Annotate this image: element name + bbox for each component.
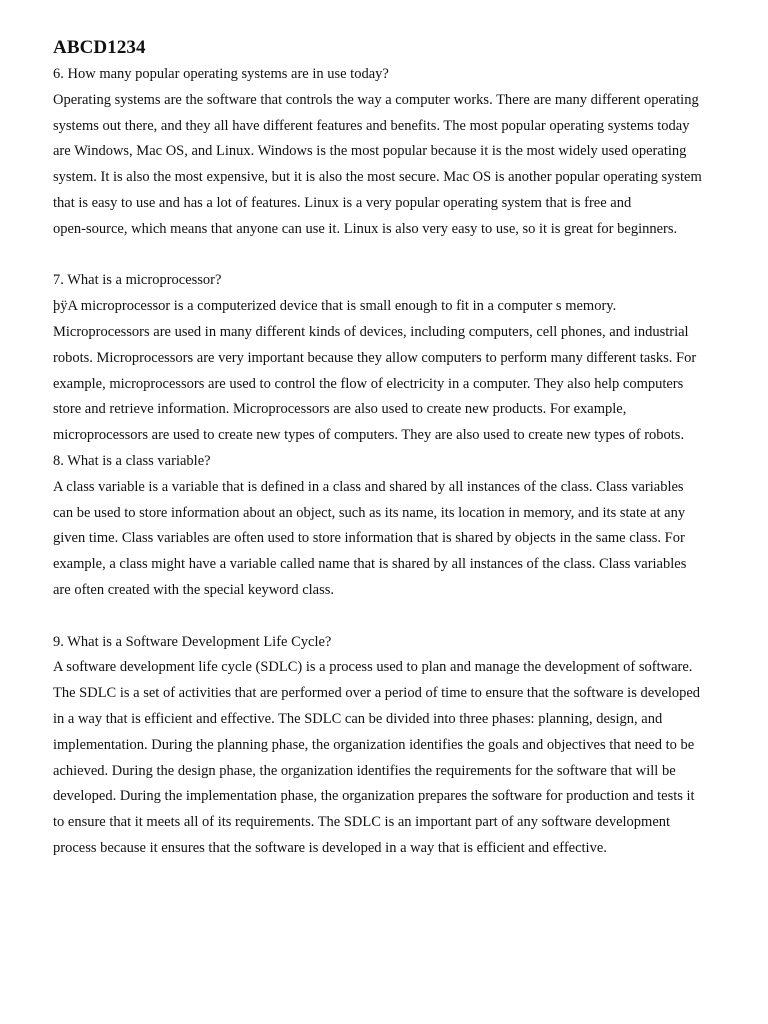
question-heading: 8. What is a class variable? <box>53 452 211 469</box>
body-line: given time. Class variables are often used to store information that is shared by objects in the same class. For <box>53 530 685 547</box>
body-line: system. It is also the most expensive, but it is also the most secure. Mac OS is another popular operating system <box>53 169 702 186</box>
body-line: example, microprocessors are used to control the flow of electricity in a computer. They also help computers <box>53 375 684 392</box>
body-line: The SDLC is a set of activities that are performed over a period of time to ensure that the software is developed <box>53 685 701 702</box>
body-line: are often created with the special keyword class. <box>53 581 335 598</box>
body-line: store and retrieve information. Microprocessors are also used to create new products. For example, <box>53 401 627 418</box>
body-line: developed. During the implementation phase, the organization prepares the software for production and tests it <box>53 788 695 805</box>
body-line: implementation. During the planning phase, the organization identifies the goals and objectives that need to be <box>53 736 695 753</box>
body-line: A class variable is a variable that is defined in a class and shared by all instances of the class. Class variables <box>53 478 684 495</box>
document-page <box>53 36 733 862</box>
body-line: can be used to store information about an object, such as its name, its location in memory, and its state at any <box>53 504 686 521</box>
question-heading: 9. What is a Software Development Life Cycle? <box>53 633 332 650</box>
question-heading: 6. How many popular operating systems are in use today? <box>53 66 389 82</box>
body-line: in a way that is efficient and effective. The SDLC can be divided into three phases: planning, design, and <box>53 710 663 727</box>
question-heading: 7. What is a microprocessor? <box>53 272 222 289</box>
body-line: robots. Microprocessors are very important because they allow computers to perform many different tasks. For <box>53 349 697 366</box>
document-title: ABCD1234 <box>53 37 146 58</box>
body-line: systems out there, and they all have different features and benefits. The most popular operating systems today <box>53 117 690 134</box>
section-q7-q8 <box>53 268 733 603</box>
body-line: A software development life cycle (SDLC) is a process used to plan and manage the development of software. <box>53 659 693 676</box>
body-line: achieved. During the design phase, the organization identifies the requirements for the software that will be <box>53 762 676 779</box>
body-line: that is easy to use and has a lot of features. Linux is a very popular operating system that is free and <box>53 194 632 211</box>
section-q9 <box>53 630 733 862</box>
body-line: to ensure that it meets all of its requirements. The SDLC is an important part of any software development <box>53 814 671 831</box>
paragraph-gap <box>53 604 733 630</box>
paragraph-gap <box>53 243 733 269</box>
body-line: open-source, which means that anyone can use it. Linux is also very easy to use, so it is great for beginners. <box>53 220 678 237</box>
body-line: þÿA microprocessor is a computerized device that is small enough to fit in a computer s memory. <box>53 298 617 315</box>
section-q6 <box>53 62 733 243</box>
body-line: process because it ensures that the software is developed in a way that is efficient and effective. <box>53 839 607 856</box>
body-line: example, a class might have a variable called name that is shared by all instances of the class. Class variables <box>53 556 687 573</box>
body-line: are Windows, Mac OS, and Linux. Windows is the most popular because it is the most widely used operating <box>53 143 687 160</box>
body-line: Operating systems are the software that controls the way a computer works. There are many different operating <box>53 91 699 108</box>
body-line: microprocessors are used to create new types of computers. They are also used to create new types of robots. <box>53 427 685 444</box>
body-line: Microprocessors are used in many different kinds of devices, including computers, cell phones, and industrial <box>53 323 689 340</box>
